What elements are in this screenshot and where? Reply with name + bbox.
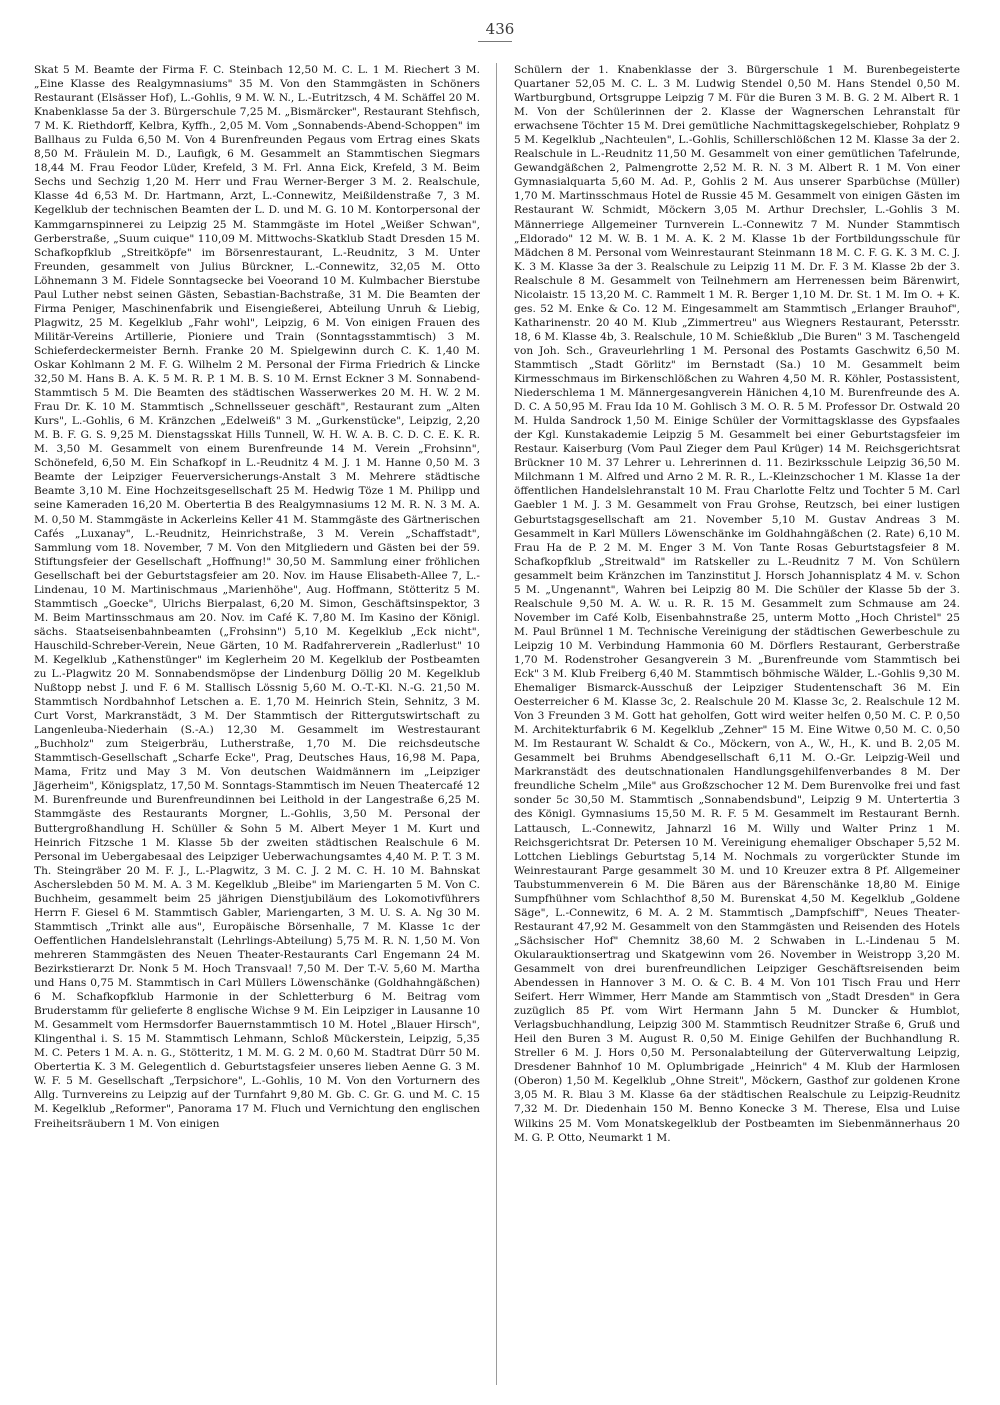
left-column-text: Skat 5 M. Beamte der Firma F. C. Steinbach 12,50 M. C. L. 1 M. Riechert 3 M. „Eine Klasse des Realgymnasiums" 35 M. Von den Stammgästen in Schöners Restaurant (Elsässer Hof), L.-Gohlis, 9 M. W. N., L.-Eutritzsch, 4 M. Schäffel 20 M. Knabenklasse 5a der 3. Bürgerschule 7,25 M. „Bismärcker", Restaurant Stehfisch, 7 M. K. Riethdorff, Kelbra, Kyffh., 2,05 M. Vom „Sonnabends-Abend-Schoppen" im Ballhaus zu Fulda 6,50 M. Von 4 Burenfreunden Pegaus vom Ertrag eines Skats 8,50 M. Fräulein M. D., Laufigk, 6 M. Gesammelt an Stammtischen Siegmars 18,44 M. Frau Feodor Lüder, Krefeld, 3 M. Frl. Anna Eick, Krefeld, 3 M. Beim Sechs und Sechzig 1,20 M. Herr und Frau Werner-Berger 3 M. 2. Realschule, Klasse 4d 6,53 M. Dr. Hartmann, Arzt, L.-Connewitz, Meißildenstraße 7, 3 M. Kegelklub der technischen Beamten der L. D. und M. G. 10 M. Kontorpersonal der Kammgarnspinnerei zu Leipzig 25 M. Stammgäste im Hotel „Weißer Schwan", Gerberstraße, „Suum cuique" 110,09 M. Mittwochs-Skatklub Stadt Dresden 15 M. Schafkopfklub „Streitköpfe" im Börsenrestaurant, L.-Reudnitz, 3 M. Unter Freunden, gesammelt von Julius Bürckner, L.-Connewitz, 32,05 M. Otto Löhnemann 3 M. Fidele Sonntagsecke bei Voeorand 10 M. Kulmbacher Bierstube Paul Luther nebst seinen Gästen, Sebastian-Bachstraße, 31 M. Die Beamten der Firma Peniger, Maschinenfabrik und Eisengießerei, Abteilung Unruh & Liebig, Plagwitz, 25 M. Kegelklub „Fahr wohl", Leipzig, 6 M. Von einigen Frauen des Militär-Vereins Artillerie, Pioniere und Train (Sonntagsstammtisch) 3 M. Schieferdeckermeister Bernh. Franke 20 M. Spielgewinn durch C. K. 1,40 M. Oskar Kohlmann 2 M. F. G. Wilhelm 2 M. Personal der Firma Friedrich & Lincke 32,50 M. Hans B. A. K. 5 M. R. P. 1 M. B. S. 10 M. Ernst Eckner 3 M. Sonnabend-Stammtisch 5 M. Die Beamten des städtischen Wasserwerkes 20 M. H. W. 2 M. Frau Dr. K. 10 M. Stammtisch „Schnellsseuer geschäft", Restaurant zum „Alten Kurs", L.-Gohlis, 6 M. Kränzchen „Edelweiß" 3 M. „Gurkenstücke", Leipzig, 2,20 M. B. F. G. S. 9,25 M. Dienstagsskat Hills Tunnell, W. H. W. A. B. C. D. C. E. K. R. M. 3,50 M. Gesammelt von einem Burenfreunde 14 M. Verein „Frohsinn", Schönefeld, 6,50 M. Ein Schafkopf in L.-Reudnitz 4 M. J. 1 M. Hanne 0,50 M. 3 Beamte der Leipziger Feuerversicherungs-Anstalt 3 M. Mehrere städtische Beamte 3,10 M. Eine Hochzeitsgesellschaft 25 M. Hedwig Töze 1 M. Philipp und seine Kameraden 16,20 M. Obertertia B des Realgymnasiums 12 M. R. N. 3 M. A. M. 0,50 M. Stammgäste in Ackerleins Keller 41 M. Stammgäste des Gärtnerischen Cafés „Luxanay", L.-Reudnitz, Heinrichstraße, 3 M. Verein „Schaffstadt", Sammlung vom 18. November, 7 M. Von den Mitgliedern und Gästen bei der 59. Stiftungsfeier der Gesellschaft „Hoffnung!" 30,50 M. Sammlung einer fröhlichen Gesellschaft bei der Geburtstagsfeier am 20. Nov. im Hause Elisabeth-Allee 7, L.-Lindenau, 10 M. Martinischmaus „Marienhöhe", Aug. Hoffmann, Stötteritz 5 M. Stammtisch „Goecke", Ulrichs Bierpalast, 6,20 M. Simon, Geschäftsinspektor, 3 M. Beim Martinsschmaus am 20. Nov. im Café K. 7,80 M. Im Kasino der Königl. sächs. Staatseisenbahnbeamten („Frohsinn") 5,10 M. Kegelklub „Eck nicht", Hauschild-Schreber-Verein, Neue Gärten, 10 M. Radfahrerverein „Radlerlust" 10 M. Kegelklub „Kathenstünger" im Keglerheim 20 M. Kegelklub der Postbeamten zu L.-Plagwitz 20 M. Sonnabendsmöpse der Lindenburg Döllig 20 M. Kegelklub Nußtopp nebst J. und F. 6 M. Stallisch Lössnig 5,60 M. O.-T.-Kl. N.-G. 21,50 M. Stammtisch Nordbahnhof Letschen a. E. 1,70 M. Heinrich Stein, Sehnitz, 3 M. Curt Vorst, Markranstädt, 3 M. Der Stammtisch der Rittergutswirtschaft zu Langenleuba-Niederhain (S.-A.) 12,30 M. Gesammelt im Westrestaurant „Buchholz" zum Steigerbräu, Lutherstraße, 1,70 M. Die reichsdeutsche Stammtisch-Gesellschaft „Scharfe Ecke", Prag, Deutsches Haus, 16,98 M. Papa, Mama, Fritz und May 3 M. Von deutschen Waidmännern im „Leipziger Jägerheim", Königsplatz, 17,50 M. Sonntags-Stammtisch im Neuen Theatercafé 12 M. Burenfreunde und Burenfreundinnen bei Leithold in der Langestraße 6,25 M. Stammgäste des Restaurants Morgner, L.-Gohlis, 3,50 M. Personal der Buttergroßhandlung H. Schüller & Sohn 5 M. Albert Meyer 1 M. Kurt und Heinrich Fitzsche 1 M. Klasse 5b der zweiten städtischen Realschule 6 M. Personal im Uebergabesaal des Leipziger Ueberwachungsamtes 4,40 M. P. T. 3 M. Th. Steingräber 20 M. F. J., L.-Plagwitz, 3 M. C. J. 2 M. C. H. 10 M. Bahnskat Ascherslebden 50 M. M. A. 3 M. Kegelklub „Bleibe" im Mariengarten 5 M. Von C. Buchheim, gesammelt beim 25 jährigen Dienstjubiläum des Lokomotivführers Herrn F. Giesel 6 M. Stammtisch Gabler, Mariengarten, 3 M. U. S. A. Ng 30 M. Stammtisch „Trinkt alle aus", Europäische Börsenhalle, 7 M. Klasse 1c der Oeffentlichen Handelslehranstalt (Lehrlings-Abteilung) 5,75 M. R. N. 1,50 M. Von mehreren Stammgästen des Neuen Theater-Restaurants Carl Engemann 24 M. Bezirkstierarzt Dr. Nonk 5 M. Hoch Transvaal! 7,50 M. Der T.-V. 5,60 M. Martha und Hans 0,75 M. Stammtisch in Carl Müllers Löwenschänke (Goldhahngäßchen) 6 M. Schafkopfklub Harmonie in der Schletterburg 6 M. Beitrag vom Bruderstamm für gelieferte 8 englische Wichse 9 M. Ein Leipziger in Lausanne 10 M. Gesammelt vom Hermsdorfer Bauernstammtisch 10 M. Hotel „Blauer Hirsch", Klingenthal i. S. 15 M. Stammtisch Lehmann, Schloß Mückerstein, Leipzig, 5,35 M. C. Peters 1 M. A. n. G., Stötteritz, 1 M. M. G. 2 M. 0,60 M. Stadtrat Dürr 50 M. Obertertia K. 3 M. Gelegentlich d. Geburtstagsfeier unseres lieben Aenne G. 3 M. W. F. 5 M. Gesellschaft „Terpsichore", L.-Gohlis, 10 M. Von den Vorturnern des Allg. Turnvereins zu Leipzig auf der Turnfahrt 9,80 M. Gb. C. Gr. G. und M. C. 15 M. Kegelklub „Reformer", Panorama 17 M. Fluch und Vernichtung den englischen Freiheitsräubern 1 M. Von einigen [34,64,480,1130]
right-column-text: Schülern der 1. Knabenklasse der 3. Bürgerschule 1 M. Burenbegeisterte Quartaner 52,05 M. C. L. 3 M. Ludwig Stendel 0,50 M. Hans Stendel 0,50 M. Wartburgbund, Ortsgruppe Leipzig 7 M. Für die Buren 3 M. B. G. 2 M. Albert R. 1 M. Von der Schülerinnen der 2. Klasse der Wagnerschen Lehranstalt für erwachsene Töchter 15 M. Drei gemütliche Nachmittagskegelschieber, Rohplatz 9 5 M. Kegelklub „Nachteulen", L.-Gohlis, Schillerschlößchen 12 M. Klasse 3a der 2. Realschule in L.-Reudnitz 11,50 M. Gesammelt von einer gemütlichen Tafelrunde, Gewandgäßchen 2, Palmengrotte 2,52 M. R. N. 3 M. Albert R. 1 M. Von einer Gymnasialquarta 5,60 M. Ad. P., Gohlis 2 M. Aus unserer Sparbüchse (Müller) 1,70 M. Martinsschmaus Hotel de Russie 45 M. Gesammelt von einigen Gästen im Restaurant W. Schmidt, Möckern 3,05 M. Arthur Drechsler, L.-Gohlis 3 M. Männerriege Allgemeiner Turnverein L.-Connewitz 7 M. Nunder Stammtisch „Eldorado" 12 M. W. B. 1 M. A. K. 2 M. Klasse 1b der Fortbildungsschule für Mädchen 8 M. Personal vom Weinrestaurant Steinmann 18 M. C. F. G. K. 3 M. C. J. K. 3 M. Klasse 3a der 3. Realschule zu Leipzig 11 M. Dr. F. 3 M. Klasse 2b der 3. Realschule 8 M. Gesammelt von Teilnehmern am Herrenessen beim Bärenwirt, Nicolaistr. 15 13,20 M. C. Rammelt 1 M. R. Berger 1,10 M. Dr. St. 1 M. Im O. + K. ges. 52 M. Enke & Co. 12 M. Eingesammelt am Stammtisch „Erlanger Brauhof", Katharinenstr. 20 40 M. Klub „Zimmertreu" aus Wiegners Restaurant, Petersstr. 18, 6 M. Klasse 4b, 3. Realschule, 10 M. Schießklub „Die Buren" 3 M. Taschengeld von Joh. Sch., Graveurlehrling 1 M. Personal des Postamts Gaschwitz 6,50 M. Stammtisch „Stadt Görlitz" im Bernstadt (Sa.) 10 M. Gesammelt beim Kirmesschmaus im Birkenschlößchen zu Wahren 4,50 M. R. Köhler, Postassistent, Niederschlema 1 M. Männergesangverein Hänichen 4,10 M. Burenfreunde des A. D. C. A 50,95 M. Frau Ida 10 M. Gohlisch 3 M. O. R. 5 M. Professor Dr. Ostwald 20 M. Hulda Sandrock 1,50 M. Einige Schüler der Vormittagsklasse des Gypsfaales der Kgl. Kunstakademie Leipzig 5 M. Gesammelt bei einer Geburtstagsfeier im Restaur. Kaiserburg (Vom Paul Zieger dem Paul Krüger) 14 M. Reichsgerichtsrat Brückner 10 M. 37 Lehrer u. Lehrerinnen d. 11. Bezirksschule Leipzig 36,50 M. Milchmann 1 M. Alfred und Arno 2 M. R. R., L.-Kleinzschocher 1 M. Klasse 1a der öffentlichen Handelslehranstalt 10 M. Frau Charlotte Feltz und Tochter 5 M. Carl Gaebler 1 M. J. 3 M. Gesammelt von Frau Grohse, Reutzsch, bei einer lustigen Geburtstagsgesellschaft am 21. November 5,10 M. Gustav Andreas 3 M. Gesammelt in Karl Müllers Löwenschänke im Goldhahngäßchen (2. Rate) 6,10 M. Frau Ha de P. 2 M. M. Enger 3 M. Von Tante Rosas Geburtstagsfeier 8 M. Schafkopfklub „Streitwald" im Ratskeller zu L.-Reudnitz 7 M. Von Schülern gesammelt beim Kränzchen im Tanzinstitut J. Horsch Johannisplatz 4 M. v. Schon 5 M. „Ungenannt", Wahren bei Leipzig 80 M. Die Schüler der Klasse 5b der 3. Realschule 9,50 M. A. W. u. R. R. 15 M. Gesammelt zum Schmause am 24. November im Café Kolb, Eisenbahnstraße 25, unterm Motto „Hoch Christel" 25 M. Paul Brünnel 1 M. Technische Vereinigung der städtischen Gewerbeschule zu Leipzig 10 M. Verbindung Hammonia 60 M. Dörflers Restaurant, Gerberstraße 1,70 M. Rodenstroher Gesangverein 3 M. „Burenfreunde vom Stammtisch bei Eck" 3 M. Klub Freiberg 6,40 M. Stammtisch böhmische Wälder, L.-Gohlis 9,30 M. Ehemaliger Bismarck-Ausschuß der Leipziger Studentenschaft 36 M. Ein Oesterreicher 6 M. Klasse 3c, 2. Realschule 20 M. Klasse 3c, 2. Realschule 12 M. Von 3 Freunden 3 M. Gott hat geholfen, Gott wird weiter helfen 0,50 M. C. P. 0,50 M. Architekturfabrik 6 M. Kegelklub „Zehner" 15 M. Eine Witwe 0,50 M. C. 0,50 M. Im Restaurant W. Schaldt & Co., Möckern, von A., W., H., K. und B. 2,05 M. Gesammelt bei Bruhms Abendgesellschaft 6,11 M. O.-Gr. Leipzig-Weil und Markranstädt des deutschnationalen Handlungsgehilfenverbandes 8 M. Der freundliche Schelm „Mile" aus Großzschocher 12 M. Dem Burenvolke frei und fast sonder 5c 30,50 M. Stammtisch „Sonnabendsbund", Leipzig 9 M. Untertertia 3 des Königl. Gymnasiums 15,50 M. R. F. 5 M. Gesammelt im Restaurant Bernh. Lattausch, L.-Connewitz, Jahnarzl 16 M. Willy und Walter Prinz 1 M. Reichsgerichtsrat Dr. Petersen 10 M. Vereinigung ehemaliger Obschaper 5,52 M. Lottchen Lieblings Geburtstag 5,14 M. Nochmals zu vorgerückter Stunde im Weinrestaurant Parge gesammelt 30 M. und 10 Kreuzer extra 8 Pf. Allgemeiner Taubstummenverein 6 M. Die Bären aus der Bärenschänke 18,80 M. Einige Sumpfhühner vom Schlachthof 8,50 M. Burenskat 4,50 M. Kegelklub „Goldene Säge", L.-Connewitz, 6 M. A. 2 M. Stammtisch „Dampfschiff", Neues Theater-Restaurant 47,92 M. Gesammelt von den Stammgästen und Reisenden des Hotels „Sächsischer Hof" Chemnitz 38,60 M. 2 Schwaben in L.-Lindenau 5 M. Okularauktionsertrag und Skatgewinn vom 26. November in Weistropp 3,20 M. Gesammelt von drei burenfreundlichen Leipziger Geschäftsreisenden beim Abendessen in Hannover 3 M. O. & C. B. 4 M. Von 101 Tisch Frau und Herr Seifert. Herr Wimmer, Herr Mande am Stammtisch von „Stadt Dresden" in Gera zuzüglich 85 Pf. vom Wirt Hermann Jahn 5 M. Duncker & Humblot, Verlagsbuchhandlung, Leipzig 300 M. Stammtisch Reudnitzer Straße 6, Gruß und Heil den Buren 3 M. August R. 0,50 M. Einige Gehilfen der Buchhandlung R. Streller 6 M. J. Hors 0,50 M. Personalabteilung der Güterverwaltung Leipzig, Dresdener Bahnhof 10 M. Oplumbrigade „Heinrich" 4 M. Klub der Harmlosen (Oberon) 1,50 M. Kegelklub „Ohne Streit", Möckern, Gasthof zur goldenen Krone 3,05 M. R. Blau 3 M. Klasse 6a der städtischen Realschule zu Leipzig-Reudnitz 7,32 M. Dr. Diedenhain 150 M. Benno Konecke 3 M. Therese, Elsa und Luise Wilkins 25 M. Vom Monatskegelklub der Postbeamten im Siebenmännerhaus 20 M. G. P. Otto, Neumarkt 1 M. [514,64,960,1144]
header-rule [478,41,512,42]
column-divider [496,63,497,1385]
page-number: 436 [485,20,515,38]
